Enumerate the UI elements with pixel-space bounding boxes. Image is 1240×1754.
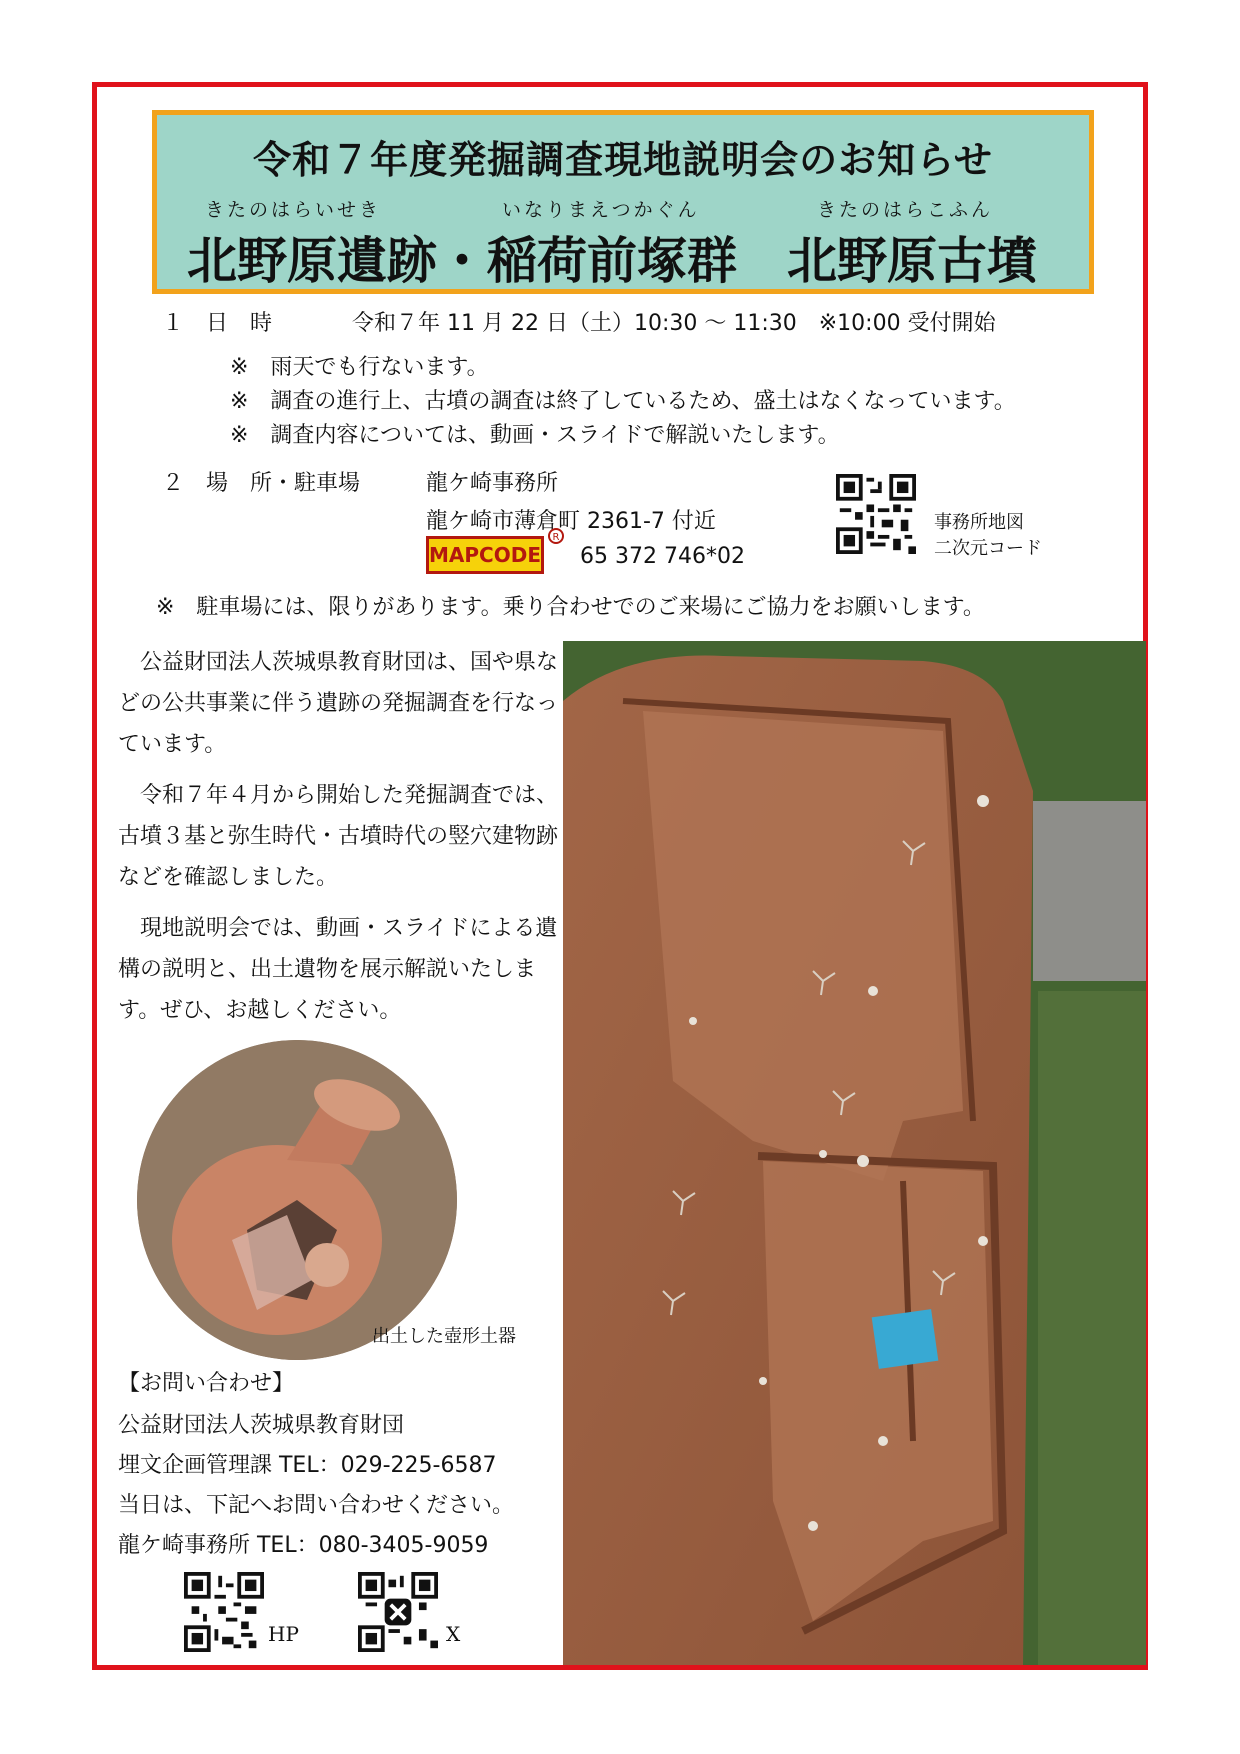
x-account-qr-code[interactable] [358,1572,438,1652]
description-paragraph-3: 現地説明会では、動画・スライドによる遺構の説明と、出土遺物を展示解説いたします。ぜひ、お越しください。 [118,916,558,1023]
pot-caption: 出土した壺形土器 [372,1326,516,1347]
notice-title: 令和７年度発掘調査現地説明会のお知らせ [253,137,993,182]
schedule-note-rain: ※ 雨天でも行ないます。 [230,355,489,380]
venue-address: 龍ケ崎市薄倉町 2361-7 付近 [426,509,716,534]
schedule-number: １ [162,311,185,336]
contact-day-note: 当日は、下記へお問い合わせください。 [118,1493,515,1518]
venue-label: 場 所・駐車場 [206,471,361,496]
office-map-qr-code[interactable] [836,474,916,554]
qr-label-hp: HP [268,1622,299,1646]
aerial-excavation-photo [563,641,1146,1665]
contact-heading: 【お問い合わせ】 [118,1371,295,1396]
registered-mark-icon: R [548,528,564,544]
qr-label-x: X [446,1622,461,1646]
title-banner [152,110,1094,294]
schedule-label: 日 時 [206,311,273,336]
qr-caption-code: 二次元コード [934,538,1042,559]
schedule-datetime: 令和７年 11 月 22 日（土）10:30 〜 11:30 ※10:00 受付開始 [352,311,996,336]
ruby-kitanohara-kofun: きたのはらこふん [817,199,994,221]
description-paragraph-1: 公益財団法人茨城県教育財団は、国や県などの公共事業に伴う遺跡の発掘調査を行なっています。 [118,650,559,757]
description-paragraph-2: 令和７年４月から開始した発掘調査では、古墳３基と弥生時代・古墳時代の竪穴建物跡などを確認しました。 [118,783,559,890]
venue-number: ２ [162,471,185,496]
schedule-note-mound: ※ 調査の進行上、古墳の調査は終了しているため、盛土はなくなっています。 [230,389,1016,414]
contact-organization: 公益財団法人茨城県教育財団 [118,1413,405,1438]
venue-name: 龍ケ崎事務所 [426,471,559,496]
site-names: 北野原遺跡・稲荷前塚群 北野原古墳 [187,231,1037,290]
ruby-inarimae-tsukagun: いなりまえつかぐん [502,199,700,221]
mapcode-value: 65 372 746*02 [580,544,745,569]
parking-note: ※ 駐車場には、限りがあります。乗り合わせでのご来場にご協力をお願いします。 [156,595,985,620]
contact-office-phone: 龍ケ崎事務所 TEL：080-3405-9059 [118,1533,489,1558]
pot-photo [137,1040,457,1360]
mapcode-logo: MAPCODE [426,536,544,574]
contact-department-phone: 埋文企画管理課 TEL：029-225-6587 [118,1453,497,1478]
ruby-kitanohara-iseki: きたのはらいせき [205,199,382,221]
schedule-note-slides: ※ 調査内容については、動画・スライドで解説いたします。 [230,423,840,448]
description-text [118,642,558,1041]
qr-caption-map: 事務所地図 [934,512,1024,533]
homepage-qr-code[interactable] [184,1572,264,1652]
